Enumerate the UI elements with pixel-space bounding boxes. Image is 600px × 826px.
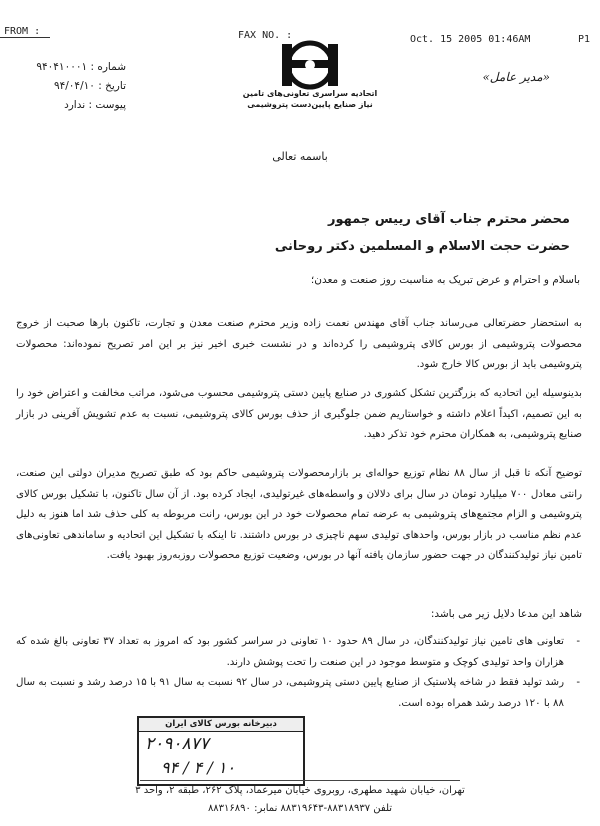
union-logo-text [220,88,400,110]
logo-line-1: اتحادیه سراسری تعاونی‌های تامین [242,89,378,98]
fax-from: FROM : [4,26,41,37]
fax-from-line [0,37,50,38]
fax-datetime: Oct. 15 2005 01:46AM [410,34,531,45]
handwritten-note: «مدیر عامل» [482,70,550,84]
letter-attachment: پیوست : ندارد [64,99,126,111]
recipient-line-2: حضرت حجت الاسلام و المسلمین دکتر روحانی [274,239,570,254]
stamp-number: ۲۰۹۰۸۷۷ [145,734,209,754]
letter-number: شماره : ۹۴۰۴۱۰۰۰۱ [36,61,126,73]
stamp-title: دبیرخانه بورس کالای ایران [139,718,303,732]
letter-meta [8,58,126,115]
fax-page: P1 [578,34,591,45]
paragraph-1: به استحضار حضرتعالی می‌رساند جناب آقای مهندس نعمت زاده وزیر محترم صنعت معدن و تجارت، تاکنون بارها صحبت از خروج محصولات پتروشیمی از بورس کالای پتروشیمی را کرده‌اند و در نشست خبری اخیر نیز بر این امر تصریح نموده‌اند: محصولات پتروشیمی باید از بورس کالا خارج شود. [16,318,582,370]
recipient [260,206,570,260]
evidence-intro: شاهد این مدعا دلایل زیر می باشد: [430,608,582,620]
paragraph-3: توضیح آنکه تا قبل از سال ۸۸ نظام توزیع حواله‌ای بر بازارمحصولات پتروشیمی حاکم بود که طبق تصریح مدیران دولتی این صنعت، رانتی معادل ۷۰۰ میلیارد تومان در سال برای دلالان و واسطه‌های غیرتولیدی، ایجاد کرده بود. از آن سال تاکنون، با تشکیل بورس کالای پتروشیمی و الزام مجتمع‌های پتروشیمی به عرضه تمام محصولات خود در این بورس، رانت مربوطه به کلی حذف شد اما هنوز به دلیل عدم نظم مناسب در بازار بورس، واحدهای تولیدی سهم ناچیزی در بورس داشتند. تا اینکه با تشکیل این اتحادیه و ساماندهی تعاونی‌های تامین نیاز تولیدکنندگان در جهت حضور سازمان یافته آنها در بورس، وضعیت توزیع محصولات روزبه‌روز بهبود یافت. [16,468,582,561]
logo-line-2: نیاز صنایع پایین‌دست پتروشیمی [247,100,373,109]
union-logo-icon [260,40,360,90]
basmala: باسمه تعالی [272,150,328,163]
footer-divider [140,780,460,781]
stamp-date: ۹۴ / ۴ / ۱۰ [161,758,236,777]
list-item: - تعاونی های تامین نیاز تولیدکنندگان، در سال ۸۹ حدود ۱۰ تعاونی در سراسر کشور بود که امروز به تعداد ۳۷ تعاونی بالغ شده که هزاران واحد تولیدی کوچک و متوسط موجود در این صنعت را تحت پوشش دارند. [16,632,582,673]
footer-address: تهران، خیابان شهید مطهری، روبروی خیابان میرعماد، پلاک ۲۶۲، طبقه ۲، واحد ۳ [135,785,465,796]
paragraph-2: بدینوسیله این اتحادیه که بزرگترین تشکل کشوری در صنایع پایین دستی پتروشیمی محسوب می‌شود، مراتب مخالفت و اعتراض خود را به این تصمیم، اکیداً اعلام داشته و خواستاریم ضمن جلوگیری از حذف بورس کالای پتروشیمی، نسبت به عدم تشویش آفرینی در بازار صنایع پتروشیمی، به همکاران محترم خود تذکر دهید. [16,388,582,440]
receipt-stamp [137,716,305,786]
letter-date: تاریخ : ۹۴/۰۴/۱۰ [53,80,126,92]
greeting: باسلام و احترام و عرض تبریک به مناسبت روز صنعت و معدن؛ [310,274,580,286]
fax-number: FAX NO. : [238,30,293,41]
footer-phones: تلفن ۸۸۳۱۸۹۳۷-۸۸۳۱۹۶۴۳ نمابر: ۸۸۳۱۶۸۹۰ [207,803,393,814]
evidence-list [16,632,582,714]
list-item: - رشد تولید فقط در شاخه پلاستیک از صنایع پایین دستی پتروشیمی، در سال ۹۲ نسبت به سال ۹۱ با ۱۵ درصد رشد و نسبت به سال ۸۸ با ۱۲۰ درصد رشد همراه بوده است. [16,673,582,714]
footer [100,782,500,818]
recipient-line-1: محضر محترم جناب آقای رییس جمهور [327,212,570,227]
